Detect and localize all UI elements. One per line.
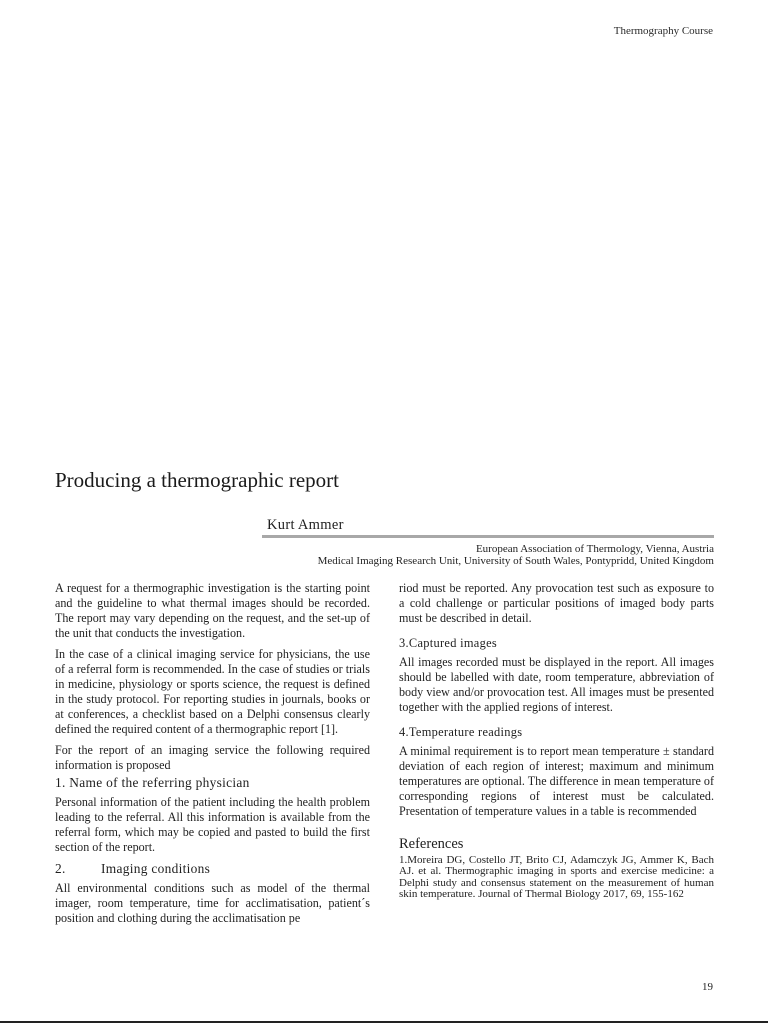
- page-number: 19: [702, 981, 713, 993]
- references-heading: References: [399, 836, 464, 852]
- bottom-rule: [0, 1021, 768, 1023]
- section-3-heading: 3.Captured images: [399, 636, 498, 650]
- section-3-text: All images recorded must be displayed in the report. All images should be labelled with date, room temperature, abbreviation of body view and/or provocation test. All images must be presented together with the applied regions of interest.: [399, 655, 714, 714]
- required-info-paragraph: For the report of an imaging service the following required information is proposed: [55, 743, 370, 772]
- section-2-text: All environmental conditions such as model of the thermal imager, room temperature, time for acclimatisation, patient´s position and clothing during the acclimatisation pe: [55, 881, 370, 925]
- running-head: Thermography Course: [613, 25, 713, 37]
- section-1-text: Personal information of the patient including the health problem leading to the referral. All this information is available from the referral form, which may be copied and pasted to build the first section of the report.: [55, 795, 370, 854]
- left-column: [55, 581, 370, 932]
- article-title: Producing a thermographic report: [55, 468, 339, 492]
- intro-paragraph: A request for a thermographic investigation is the starting point and the guideline to what thermal images should be recorded. The report may vary depending on the request, and the set-up of the unit that conducts the investigation.: [55, 581, 370, 640]
- section-2-heading: [55, 861, 370, 877]
- affiliation-2: Medical Imaging Research Unit, University of South Wales, Pontypridd, United Kingdom: [317, 555, 714, 567]
- reference-item: 1.Moreira DG, Costello JT, Brito CJ, Adamczyk JG, Ammer K, Bach AJ. et al. Thermographic imaging in sports and exercise medicine: a Delphi study and consensus statement on the measurement of human skin temperature. Journal of Thermal Biology 2017, 69, 155-162: [399, 854, 714, 901]
- right-column: [399, 581, 714, 907]
- section-2-title: Imaging conditions: [101, 861, 211, 876]
- section-1-heading: 1. Name of the referring physician: [55, 775, 250, 790]
- clinical-service-paragraph: In the case of a clinical imaging service for physicians, the use of a referral form is recommended. In the case of studies or trials in medicine, physiology or sports science, the request is defined in the study protocol. For reporting studies in journals, books or at conferences, a checklist based on a Delphi consensus clearly defined the required content of a thermographic report [1].: [55, 647, 370, 736]
- affiliation-1: European Association of Thermology, Vienna, Austria: [475, 543, 714, 555]
- section-2-number: 2.: [55, 861, 66, 876]
- section-2-continuation: riod must be reported. Any provocation test such as exposure to a cold challenge or particular positions of imaged body parts must be described in detail.: [399, 581, 714, 625]
- section-4-heading: 4.Temperature readings: [399, 725, 523, 739]
- author-divider: [262, 535, 714, 538]
- section-4-text: A minimal requirement is to report mean temperature ± standard deviation of each region of interest; maximum and minimum temperatures are optional. The difference in mean temperature of corresponding regions of interest must be calculated. Presentation of temperature values in a table is recommended: [399, 744, 714, 818]
- author-name: Kurt Ammer: [267, 517, 344, 533]
